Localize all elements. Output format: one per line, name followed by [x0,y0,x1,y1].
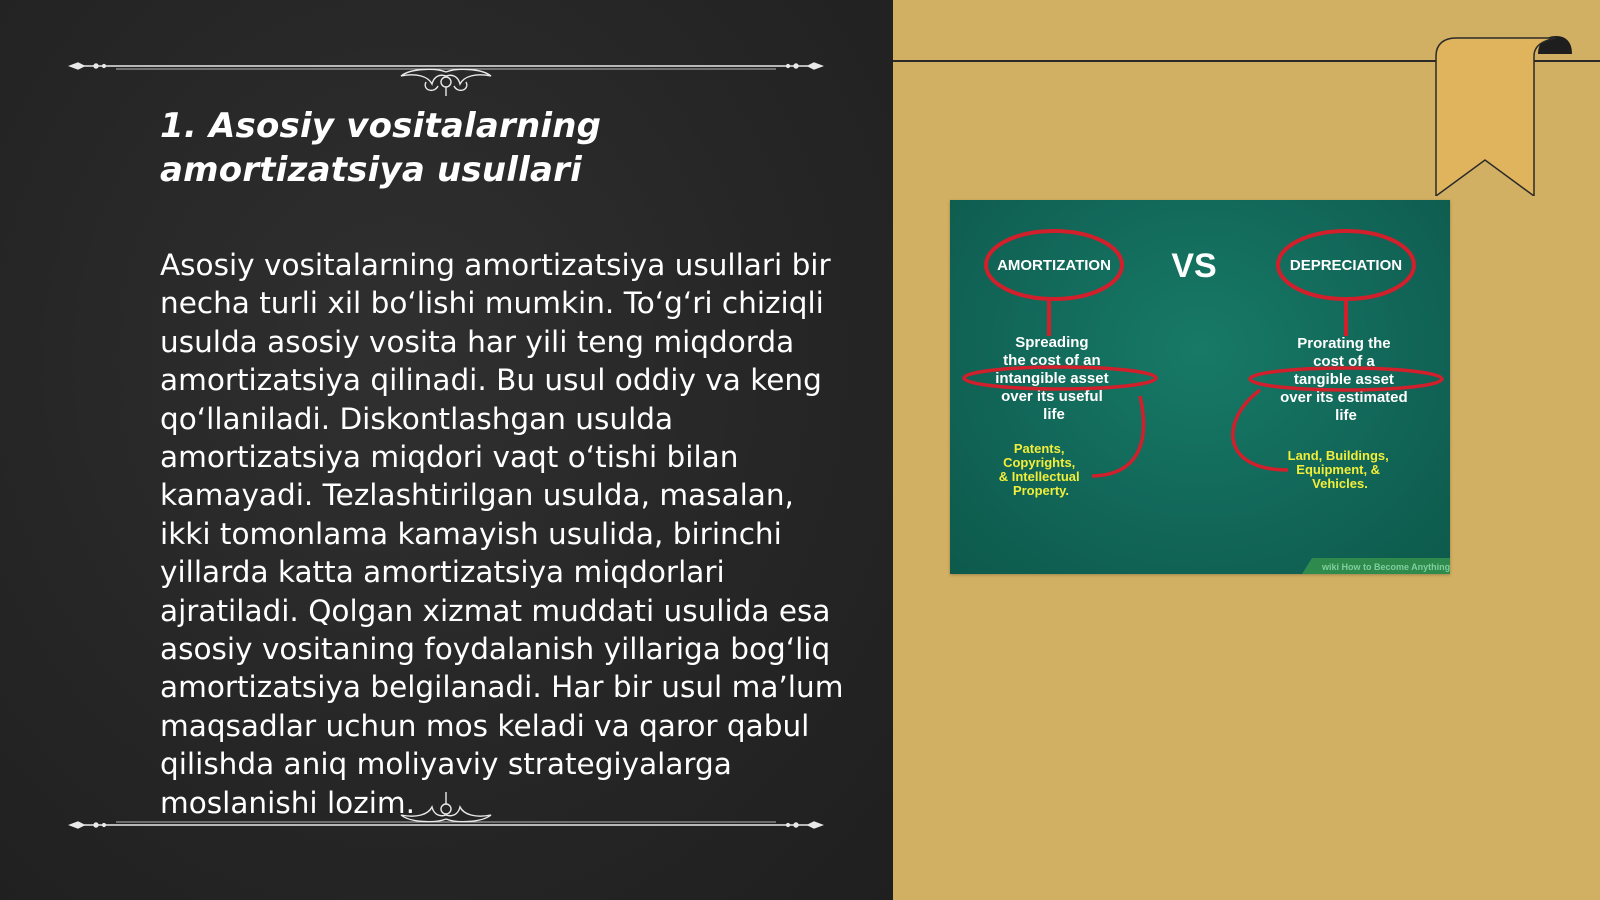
amortization-description: Spreading the cost of an intangible asset over its useful life [995,334,1109,423]
depreciation-description: Prorating the cost of a tangible asset over its estimated life [1280,335,1408,424]
vs-label: VS [1171,247,1217,285]
bookmark-ribbon-icon [1430,36,1590,196]
slide-body-text: Asosiy vositalarning amortizatsiya usullari bir necha turli xil bo‘lishi mumkin. To‘g‘ri chiziqli usulda asosiy vosita har yili teng miqdorda amortizatsiya qilinadi. Bu usul oddiy va keng qo‘llaniladi. Diskontlashgan usulda amortizatsiya miqdori vaqt o‘tishi bilan kamayadi. Tezlashtirilgan usulda, masalan, ikki tomonlama kamayish usulida, birinchi yillarda katta amortizatsiya miqdorlari ajratiladi. Qolgan xizmat muddati usulida esa asosiy vositaning foydalanish yillariga bog‘liq amortizatsiya belgilanadi. Har bir usul ma’lum maqsadlar uchun mos keladi va qaror qabul qilishda aniq moliyaviy strategiyalarga moslanishi lozim. [160,248,844,820]
ornament-top-divider [66,46,826,96]
ornament-bottom-divider [66,788,826,838]
slide-title: 1. Asosiy vositalarning amortizatsiya usullari [160,106,602,190]
depreciation-title: DEPRECIATION [1289,257,1403,274]
depreciation-examples: Land, Buildings, Equipment, & Vehicles. [1287,448,1389,491]
amortization-vs-depreciation-image [950,200,1450,574]
wikihow-watermark: wiki How to Become Anything [1322,562,1450,572]
amortization-title: AMORTIZATION [997,257,1111,274]
amortization-examples: Patents, Copyrights, & Intellectual Property. [998,441,1080,498]
